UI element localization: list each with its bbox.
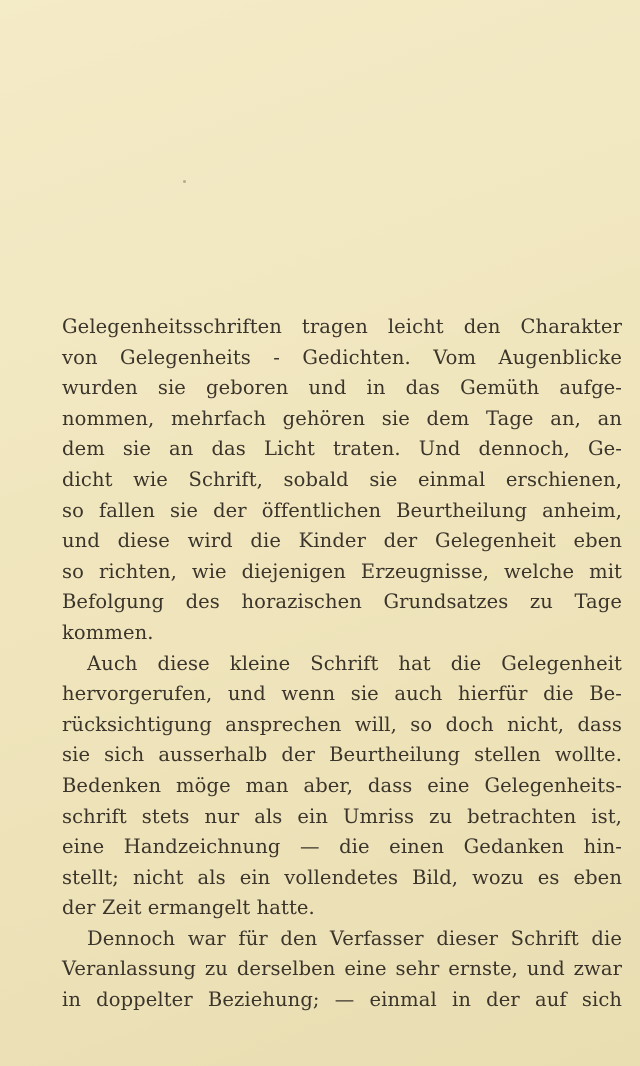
text-line: sie sich ausserhalb der Beurtheilung stellen wollte. bbox=[62, 743, 622, 767]
text-line: so richten, wie diejenigen Erzeugnisse, welche mit bbox=[62, 559, 622, 583]
text-line: rücksichtigung ansprechen will, so doch nicht, dass bbox=[62, 712, 622, 736]
text-line: wurden sie geboren und in das Gemüth aufge- bbox=[62, 376, 622, 400]
text-line: Auch diese kleine Schrift hat die Gelegenheit bbox=[87, 651, 622, 675]
paper-speck bbox=[183, 180, 186, 183]
text-line: schrift stets nur als ein Umriss zu betrachten ist, bbox=[62, 804, 622, 828]
text-line: nommen, mehrfach gehören sie dem Tage an, an bbox=[62, 406, 622, 430]
body-text bbox=[62, 312, 622, 1016]
text-line: Befolgung des horazischen Grundsatzes zu Tage bbox=[62, 590, 622, 614]
text-line: so fallen sie der öffentlichen Beurtheilung anheim, bbox=[62, 498, 622, 522]
text-line: Veranlassung zu derselben eine sehr ernste, und zwar bbox=[62, 957, 622, 981]
text-line: hervorgerufen, und wenn sie auch hierfür die Be- bbox=[62, 682, 622, 706]
text-line: der Zeit ermangelt hatte. bbox=[62, 896, 315, 920]
text-line: dicht wie Schrift, sobald sie einmal erschienen, bbox=[62, 467, 622, 491]
text-line: kommen. bbox=[62, 620, 154, 644]
text-line: Bedenken möge man aber, dass eine Gelegenheits- bbox=[62, 773, 622, 797]
text-line: von Gelegenheits - Gedichten. Vom Augenblicke bbox=[62, 345, 622, 369]
text-line: stellt; nicht als ein vollendetes Bild, wozu es eben bbox=[62, 865, 622, 889]
text-line: Gelegenheitsschriften tragen leicht den Charakter bbox=[62, 315, 622, 338]
text-line: in doppelter Beziehung; — einmal in der auf sich bbox=[62, 988, 622, 1012]
text-line: Dennoch war für den Verfasser dieser Schrift die bbox=[87, 926, 622, 950]
text-line: und diese wird die Kinder der Gelegenheit eben bbox=[62, 529, 622, 553]
text-line: dem sie an das Licht traten. Und dennoch, Ge- bbox=[62, 437, 622, 461]
text-line: eine Handzeichnung — die einen Gedanken hin- bbox=[62, 835, 622, 859]
